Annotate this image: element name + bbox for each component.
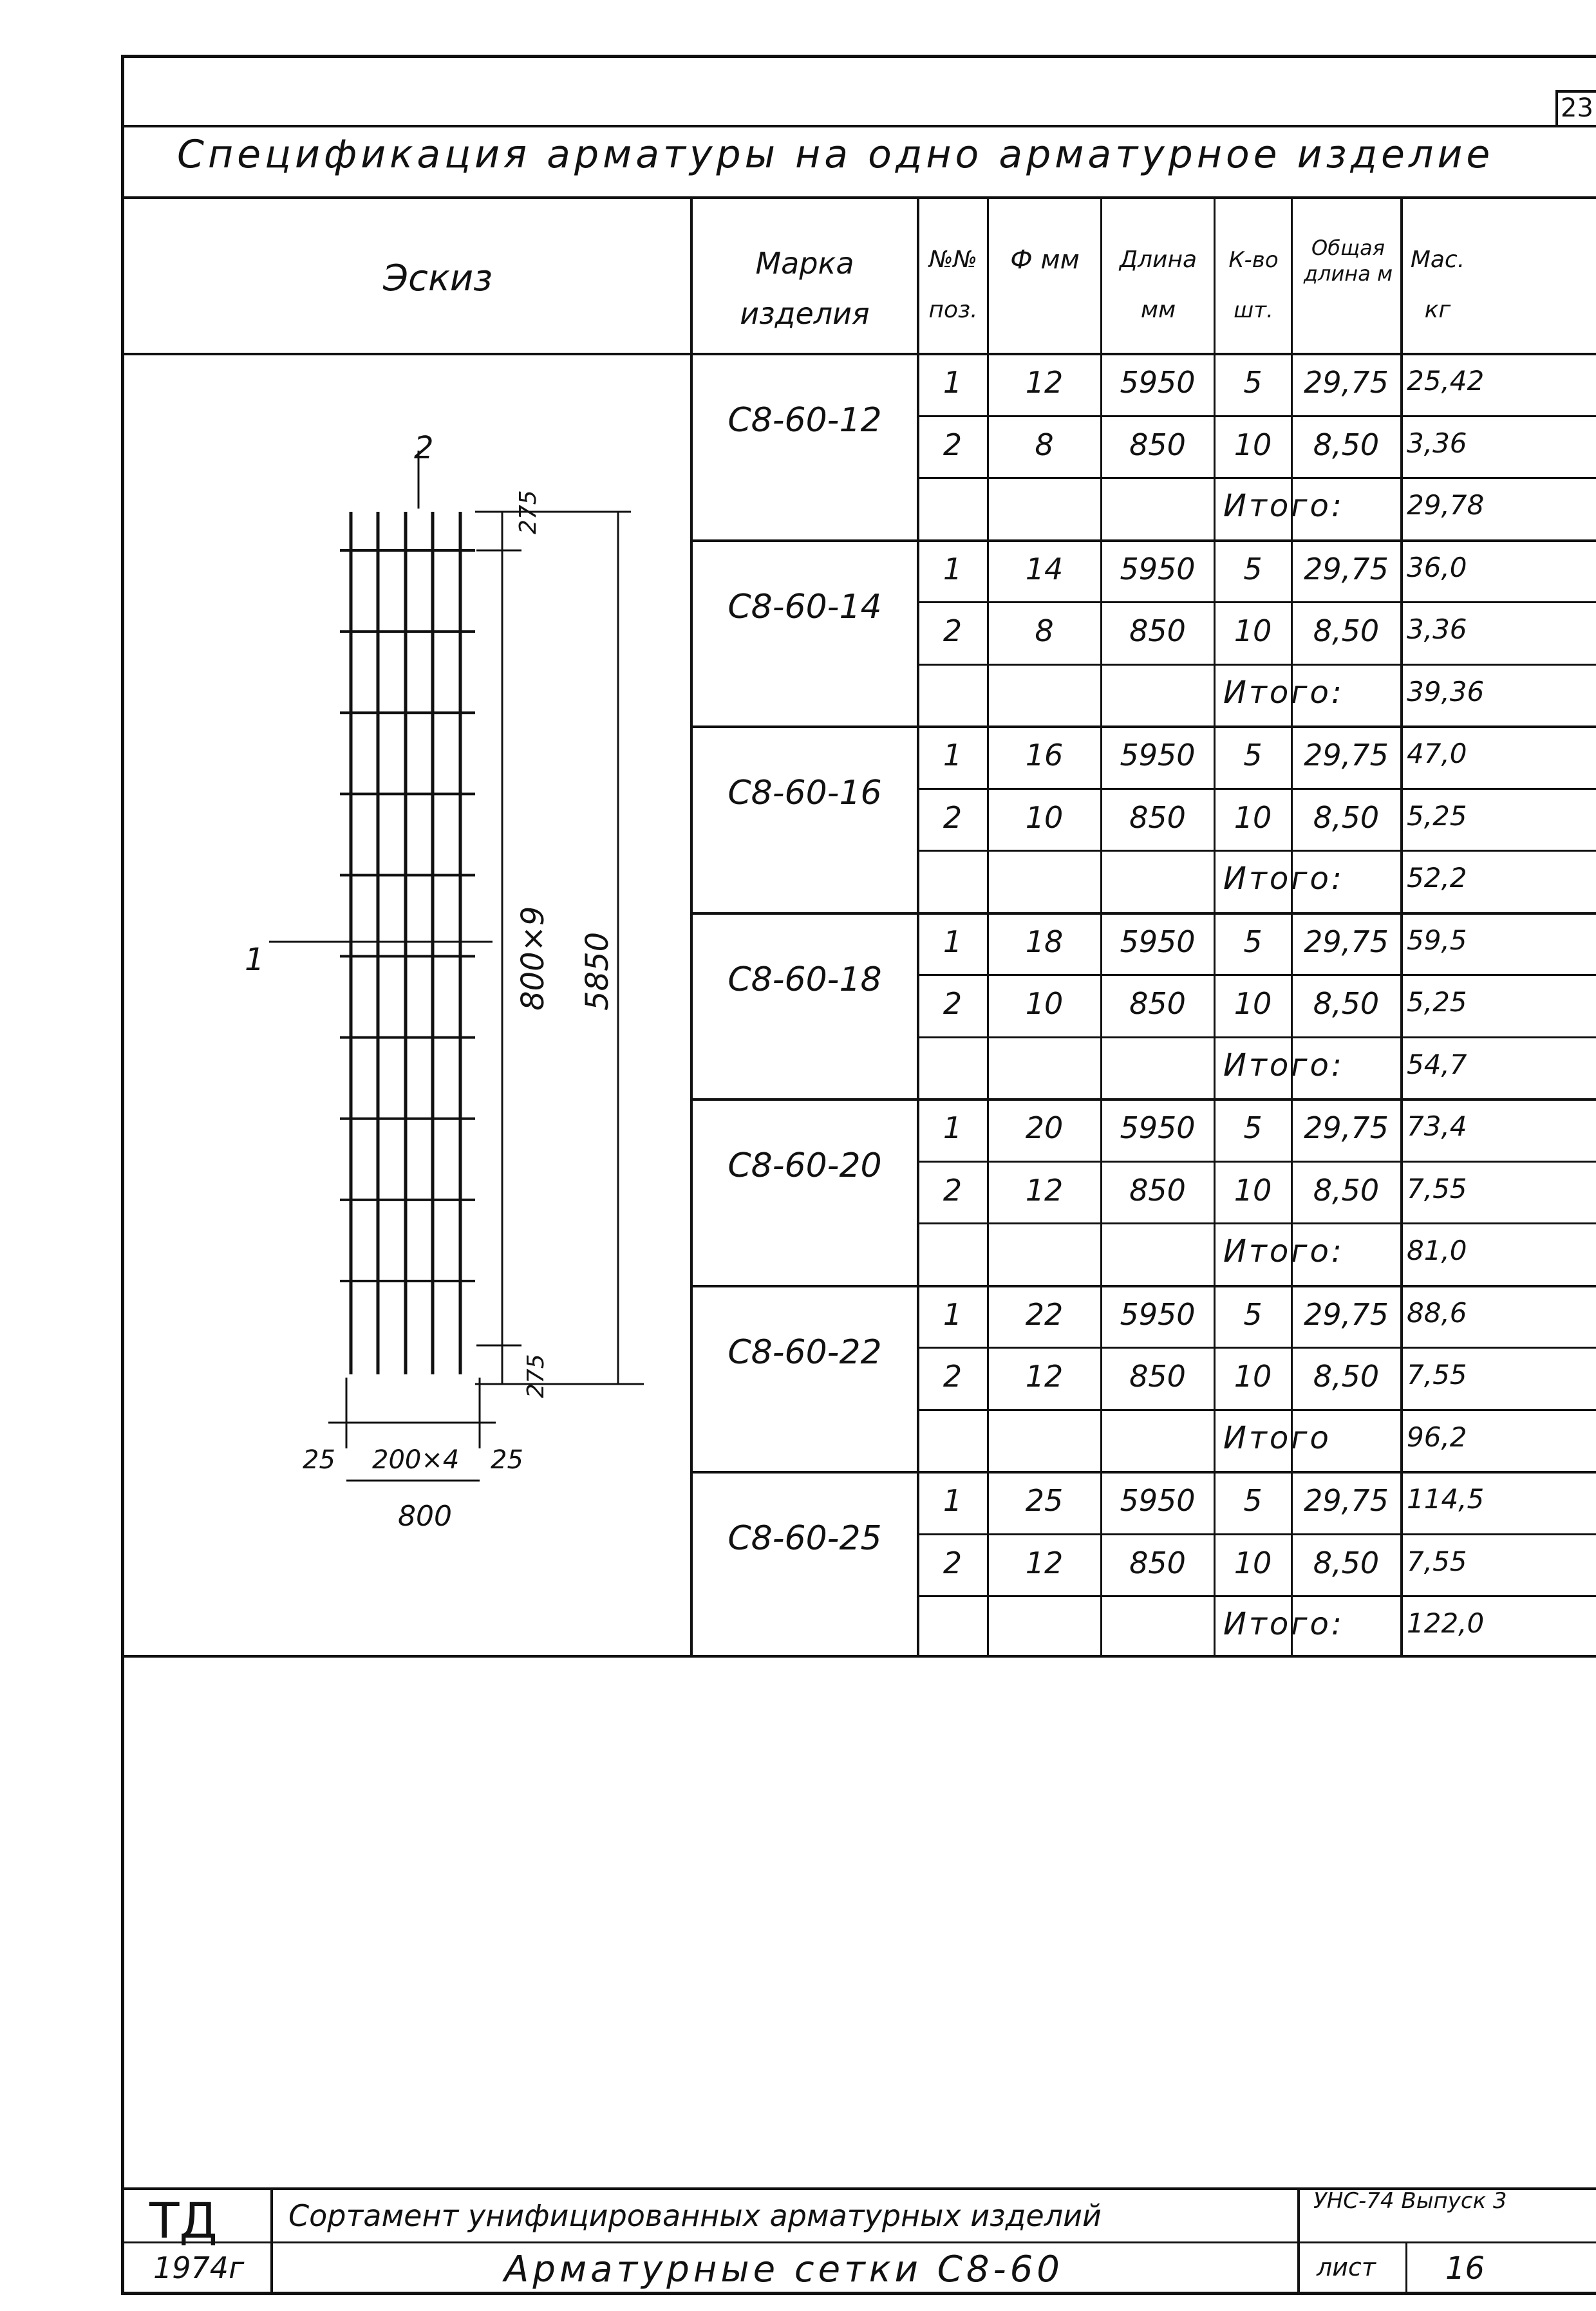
mark-cell: С8-60-20: [728, 1146, 882, 1186]
group-line: [690, 912, 1596, 915]
header-count: К-во шт.: [1228, 247, 1279, 323]
sheet-label: лист: [1317, 2253, 1376, 2281]
cell-d: 12: [1025, 1359, 1064, 1394]
cell-pos: 2: [943, 1172, 962, 1208]
cell-n: 5: [1243, 365, 1263, 400]
catalog-name: Сортамент унифицированных арматурных изделий: [288, 2198, 1102, 2233]
cell-tl: 8,50: [1313, 613, 1380, 649]
cell-m: 47,0: [1407, 738, 1467, 770]
row-line: [917, 1347, 1596, 1349]
row-line: [917, 850, 1596, 852]
cell-n: 10: [1234, 427, 1272, 462]
cell-pos: 2: [943, 800, 962, 835]
row-line: [917, 974, 1596, 976]
cell-pos: 1: [943, 1296, 962, 1332]
total-label: Итого:: [1223, 1606, 1344, 1643]
mark-cell: С8-60-16: [728, 774, 882, 813]
total-value: 54,7: [1407, 1048, 1467, 1080]
cell-d: 18: [1025, 924, 1064, 959]
cell-tl: 8,50: [1313, 986, 1380, 1022]
cell-len: 850: [1129, 1172, 1186, 1208]
cell-tl: 29,75: [1304, 365, 1389, 400]
cell-pos: 1: [943, 551, 962, 586]
group-line: [690, 1471, 1596, 1474]
sheet-value: 16: [1445, 2250, 1485, 2287]
row-line: [917, 1161, 1596, 1163]
total-value: 39,36: [1407, 675, 1485, 707]
cell-d: 16: [1025, 738, 1064, 773]
spec-title: Спецификация арматуры на одно арматурное изделие: [177, 132, 1494, 177]
group-line: [690, 1098, 1596, 1101]
row-line: [917, 477, 1596, 479]
org-logo: ТД: [149, 2192, 218, 2249]
dim-overall-5850: 5850: [579, 931, 615, 1011]
header-total-length: Общая длина м: [1303, 236, 1393, 286]
cell-d: 12: [1025, 365, 1064, 400]
cell-d: 12: [1025, 1545, 1064, 1580]
cell-m: 36,0: [1407, 551, 1467, 583]
cell-len: 5950: [1120, 551, 1196, 586]
cell-n: 5: [1243, 924, 1263, 959]
cell-n: 10: [1234, 613, 1272, 649]
cell-tl: 8,50: [1313, 1172, 1380, 1208]
cell-m: 7,55: [1407, 1359, 1467, 1391]
row-line: [917, 601, 1596, 603]
total-label: Итого:: [1223, 1233, 1344, 1270]
cell-pos: 2: [943, 986, 962, 1022]
mark-cell: С8-60-18: [728, 960, 882, 999]
cell-m: 7,55: [1407, 1172, 1467, 1204]
cell-tl: 8,50: [1313, 1359, 1380, 1394]
cell-d: 22: [1025, 1296, 1064, 1332]
total-value: 96,2: [1407, 1421, 1467, 1453]
header-sketch: Эскиз: [383, 257, 493, 299]
titleblock-line-2: [1297, 2187, 1300, 2295]
row-line: [917, 1409, 1596, 1411]
cell-n: 5: [1243, 1483, 1263, 1519]
cell-pos: 2: [943, 427, 962, 462]
cell-len: 5950: [1120, 738, 1196, 773]
cell-tl: 29,75: [1304, 924, 1389, 959]
cell-d: 20: [1025, 1110, 1064, 1146]
header-pos: №№ поз.: [928, 247, 978, 323]
header-top-line: [121, 196, 1596, 199]
cell-pos: 2: [943, 1359, 962, 1394]
drawing-title: Арматурные сетки С8-60: [504, 2249, 1064, 2290]
cell-d: 8: [1035, 427, 1054, 462]
total-value: 81,0: [1407, 1235, 1467, 1267]
cell-tl: 8,50: [1313, 427, 1380, 462]
cell-tl: 29,75: [1304, 551, 1389, 586]
cell-n: 10: [1234, 1172, 1272, 1208]
header-mass: Мас. кг: [1410, 247, 1465, 323]
cell-pos: 1: [943, 924, 962, 959]
total-label: Итого:: [1223, 861, 1344, 897]
cell-m: 5,25: [1407, 800, 1467, 832]
label-pos-1: 1: [245, 942, 265, 978]
cell-tl: 8,50: [1313, 1545, 1380, 1580]
row-line: [917, 788, 1596, 790]
cell-d: 14: [1025, 551, 1064, 586]
cell-pos: 1: [943, 1110, 962, 1146]
cell-m: 59,5: [1407, 924, 1467, 956]
cell-d: 8: [1035, 613, 1054, 649]
cell-d: 12: [1025, 1172, 1064, 1208]
row-line: [917, 1036, 1596, 1038]
total-value: 29,78: [1407, 489, 1485, 521]
titleblock-mid-line: [121, 2241, 1596, 2243]
cell-pos: 1: [943, 738, 962, 773]
dim-top-275: 275: [515, 490, 541, 534]
total-label: Итого:: [1223, 1047, 1344, 1083]
titleblock-line-3: [1405, 2241, 1407, 2295]
header-diameter: Ф мм: [1010, 245, 1080, 275]
total-label: Итого:: [1223, 488, 1344, 525]
mark-cell: С8-60-14: [728, 587, 882, 626]
row-line: [917, 1222, 1596, 1224]
dim-width-800: 800: [398, 1500, 452, 1533]
dim-bottom-275: 275: [523, 1354, 549, 1398]
cell-pos: 2: [943, 613, 962, 649]
cell-len: 5950: [1120, 924, 1196, 959]
cell-n: 5: [1243, 738, 1263, 773]
cell-n: 5: [1243, 551, 1263, 586]
cell-m: 25,42: [1407, 365, 1485, 397]
cell-m: 73,4: [1407, 1110, 1467, 1143]
cell-len: 850: [1129, 1545, 1186, 1580]
year: 1974г: [153, 2250, 245, 2285]
cell-m: 7,55: [1407, 1545, 1467, 1577]
cell-n: 5: [1243, 1110, 1263, 1146]
total-label: Итого:: [1223, 674, 1344, 711]
total-value: 122,0: [1407, 1607, 1485, 1640]
cell-tl: 29,75: [1304, 738, 1389, 773]
cell-d: 10: [1025, 800, 1064, 835]
cell-n: 10: [1234, 986, 1272, 1022]
row-line: [917, 1533, 1596, 1535]
cell-len: 5950: [1120, 1483, 1196, 1519]
total-label: Итого: [1223, 1419, 1331, 1456]
title-top-line: [121, 125, 1596, 127]
group-line: [690, 725, 1596, 728]
cell-n: 10: [1234, 800, 1272, 835]
cell-m: 114,5: [1407, 1483, 1485, 1515]
cell-n: 10: [1234, 1545, 1272, 1580]
header-bottom-line: [121, 353, 1596, 355]
group-line: [690, 1285, 1596, 1287]
cell-len: 850: [1129, 986, 1186, 1022]
cell-len: 850: [1129, 613, 1186, 649]
cell-pos: 2: [943, 1545, 962, 1580]
cell-d: 25: [1025, 1483, 1064, 1519]
cell-m: 5,25: [1407, 986, 1467, 1018]
mark-cell: С8-60-22: [728, 1333, 882, 1372]
dim-right-25: 25: [491, 1445, 523, 1475]
row-line: [917, 664, 1596, 666]
group-line: [690, 539, 1596, 542]
cell-d: 10: [1025, 986, 1064, 1022]
catalog-code: УНС-74 Выпуск 3: [1313, 2188, 1507, 2214]
cell-len: 5950: [1120, 1110, 1196, 1146]
cell-len: 850: [1129, 800, 1186, 835]
mark-cell: С8-60-12: [728, 401, 882, 440]
cell-pos: 1: [943, 1483, 962, 1519]
cell-tl: 29,75: [1304, 1110, 1389, 1146]
cell-tl: 29,75: [1304, 1483, 1389, 1519]
header-mark: Марка изделия: [740, 246, 870, 331]
cell-n: 10: [1234, 1359, 1272, 1394]
dim-left-25: 25: [303, 1445, 335, 1475]
cell-m: 3,36: [1407, 613, 1467, 646]
cell-n: 5: [1243, 1296, 1263, 1332]
dim-inner-800x9: 800×9: [515, 906, 551, 1011]
header-length: Длина мм: [1119, 247, 1197, 323]
mark-cell: С8-60-25: [728, 1519, 882, 1558]
cell-tl: 29,75: [1304, 1296, 1389, 1332]
cell-len: 5950: [1120, 365, 1196, 400]
cell-pos: 1: [943, 365, 962, 400]
dim-spacing-200x4: 200×4: [372, 1445, 460, 1475]
total-value: 52,2: [1407, 862, 1467, 894]
row-line: [917, 1595, 1596, 1597]
label-pos-2: 2: [414, 430, 434, 466]
sheet-number: 23: [1561, 93, 1593, 123]
row-line: [917, 415, 1596, 417]
cell-m: 3,36: [1407, 427, 1467, 459]
cell-len: 5950: [1120, 1296, 1196, 1332]
cell-m: 88,6: [1407, 1296, 1467, 1329]
cell-len: 850: [1129, 427, 1186, 462]
table-bottom-line: [121, 1655, 1596, 1658]
cell-len: 850: [1129, 1359, 1186, 1394]
cell-tl: 8,50: [1313, 800, 1380, 835]
